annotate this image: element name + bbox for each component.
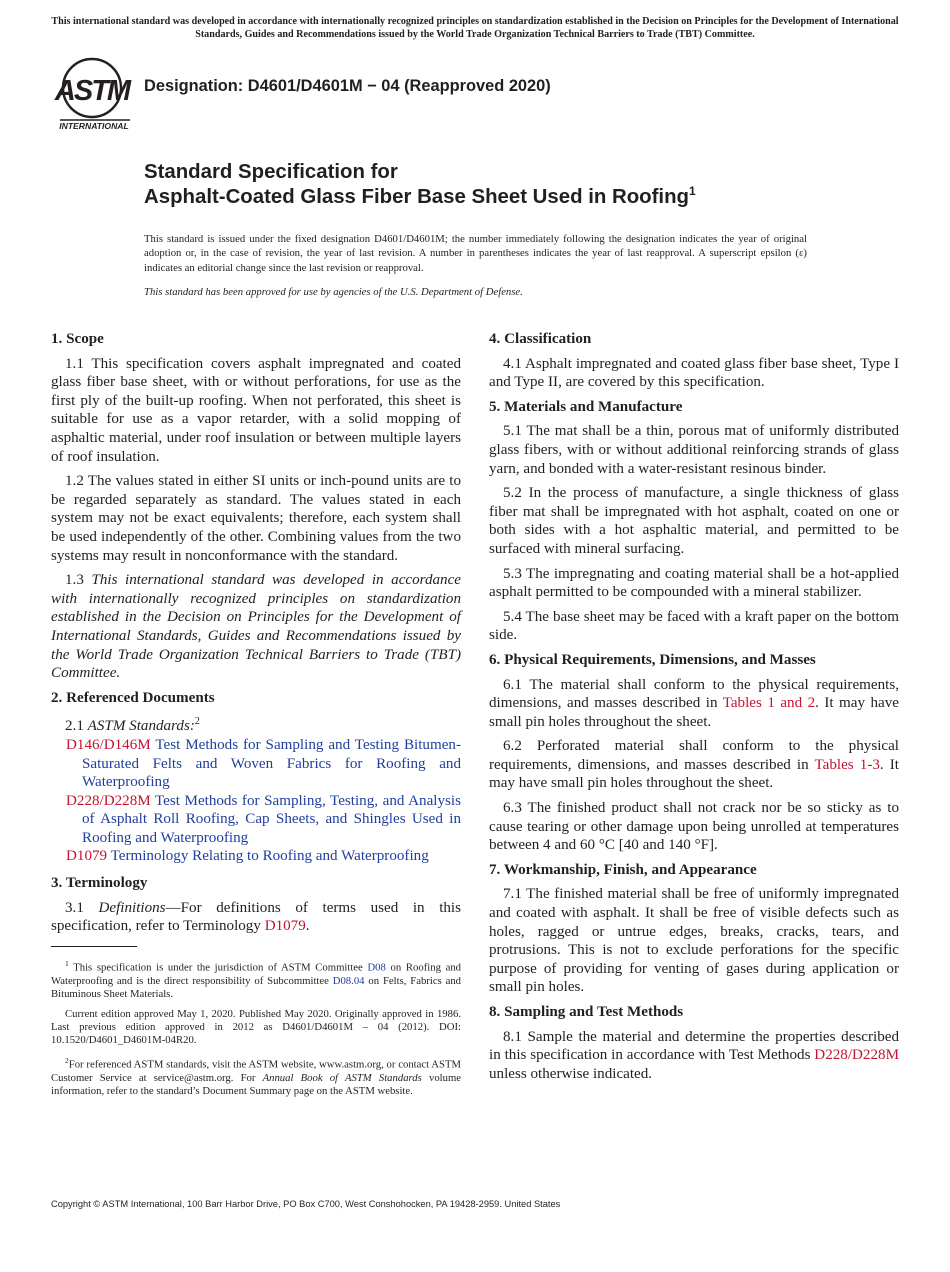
terminology-link[interactable]: D1079 <box>264 918 306 935</box>
right-column <box>489 330 899 1089</box>
paragraph-number: 2.1 <box>65 718 84 735</box>
tbt-notice: This international standard was developed in accordance with internationally recognized principles on standardization established in the Decision on Principles for the Development of International Standards, Guides and Recommendations issued by the World Trade Organization Technical Barriers to Trade (TBT) Committee. <box>51 16 899 40</box>
astm-logo-icon <box>52 56 136 134</box>
section-heading-scope: 1. Scope <box>51 331 104 347</box>
reference-title-link[interactable]: Test Methods for Sampling, Testing, and Analysis of Asphalt Roll Roofing, Cap Sheets, and Shingles Used in Roofing and Waterproofing <box>82 792 461 846</box>
logo-subtext: INTERNATIONAL <box>59 121 129 131</box>
paragraph-5-1: 5.1 The mat shall be a thin, porous mat of uniformly distributed glass fibers, with or without additional reinforcing strands of glass yarn, and bonded with a water-resistant resinous binder. <box>489 423 899 477</box>
footnote-text: on Felts, Fabrics and Bituminous Sheet Materials. <box>51 974 462 1001</box>
test-methods-link[interactable]: D228/D228M <box>814 1047 899 1064</box>
period: . <box>305 918 310 935</box>
paragraph-6-1 <box>489 676 899 732</box>
paragraph-text: 6.2 Perforated material shall conform to the physical requirements, dimensions, and masses described in <box>489 738 899 773</box>
paragraph-text: This international standard was developed in accordance with internationally recognized principles on standardization established in the Decision on Principles for the Development of International Standards, Guides and Recommendations issued by the World Trade Organization Technical Barriers to Trade (TBT) Committee. <box>51 572 461 682</box>
paragraph-6-2 <box>489 737 899 793</box>
paragraph-4-1: 4.1 Asphalt impregnated and coated glass fiber base sheet, Type I and Type II, are covered by this specification. <box>489 355 899 391</box>
paragraph-number: 3.1 <box>65 899 84 916</box>
footnote-divider <box>51 946 137 947</box>
committee-link[interactable]: D08 <box>367 961 386 974</box>
paragraph-6-3: 6.3 The finished product shall not crack nor be so sticky as to cause tearing or other damage upon being unrolled at temperatures between 4 and 60 °C [40 and 140 °F]. <box>489 800 899 854</box>
reference-code-link[interactable]: D1079 <box>66 848 108 865</box>
paragraph-5-2: 5.2 In the process of manufacture, a single thickness of glass fiber mat shall be impregnated with hot asphalt, coated on one or both sides with a hot asphaltic material, and permitted to be surfaced with mineral surfacing. <box>489 485 899 557</box>
footnote-mark: 2 <box>194 716 200 728</box>
paragraph-8-1 <box>489 1028 899 1084</box>
dod-approval-note: This standard has been approved for use by agencies of the U.S. Department of Defense. <box>144 286 523 299</box>
standard-note <box>144 232 807 300</box>
footnote-text: For referenced ASTM standards, visit the ASTM website, www.astm.org, or contact ASTM Customer Service at service@astm.org. For <box>51 1058 461 1084</box>
designation: Designation: D4601/D4601M − 04 (Reapproved 2020) <box>144 77 551 95</box>
tables-link[interactable]: Tables 1-3 <box>814 756 880 773</box>
section-heading-physical-requirements: 6. Physical Requirements, Dimensions, and Masses <box>489 651 816 668</box>
reference-item[interactable] <box>51 792 461 848</box>
reference-code-link[interactable]: D228/D228M <box>66 792 151 809</box>
copyright-footer: Copyright © ASTM International, 100 Barr Harbor Drive, PO Box C700, West Conshohocken, PA 19428-2959. United States <box>51 1199 561 1209</box>
footnote-mark: 2 <box>65 1055 69 1065</box>
paragraph-5-4: 5.4 The base sheet may be faced with a kraft paper on the bottom side. <box>489 608 899 644</box>
section-heading-classification: 4. Classification <box>489 331 592 347</box>
paragraph-text: 8.1 Sample the material and determine the properties described in this specification in accordance with Test Methods <box>489 1028 899 1064</box>
subcommittee-link[interactable]: D08.04 <box>332 974 365 987</box>
title-line-1: Standard Specification for <box>144 161 398 183</box>
section-heading-workmanship: 7. Workmanship, Finish, and Appearance <box>489 861 757 878</box>
paragraph-text: . It may have small pin holes throughout the sheet. <box>489 756 899 792</box>
paragraph-1-1: 1.1 This specification covers asphalt impregnated and coated glass fiber base sheet, with or without perforations, for use as the first ply of the built-up roofing. When not perforated, this sheet is suitable for use as a vapor retarder, with a solid mopping of asphaltic material, under roof insulation or between multiple layers of roof insulation. <box>51 355 461 465</box>
astm-standards-label: ASTM Standards: <box>87 718 195 735</box>
footnote-mark: 1 <box>65 958 69 968</box>
footnote-emphasis: Annual Book of ASTM Standards <box>262 1071 422 1084</box>
paragraph-3-1 <box>51 899 461 936</box>
title-footnote-mark: 1 <box>688 184 696 199</box>
paragraph-text: . It may have small pin holes throughout the sheet. <box>489 695 899 730</box>
footnote-2 <box>51 1054 461 1099</box>
footnote-1 <box>51 957 461 1002</box>
paragraph-1-3 <box>51 571 461 683</box>
standard-issue-note: This standard is issued under the fixed designation D4601/D4601M; the number immediately following the designation indicates the year of original adoption or, in the case of revision, the year of last revision. A number in parentheses indicates the year of last reapproval. A superscript epsilon (ε) indicates an editorial change since the last revision or reapproval. <box>144 233 807 274</box>
paragraph-text: —For definitions of terms used in this specification, refer to Terminology <box>51 899 461 935</box>
reference-title-link[interactable]: Test Methods for Sampling and Testing Bitumen-Saturated Felts and Woven Fabrics for Roofing and Waterproofing <box>82 736 461 791</box>
left-column <box>51 330 461 1105</box>
paragraph-7-1: 7.1 The finished material shall be free of uniformly impregnated and coated with asphalt. It shall be free of visible defects such as holes, ragged or untrue edges, breaks, cracks, tears, and protrusions. This is not to exclude perforations for the specific purpose of providing for venting of gases during application or small pin holes. <box>489 886 899 996</box>
paragraph-5-3: 5.3 The impregnating and coating material shall be a hot-applied asphalt permitted to be compounded with a mineral stabilizer. <box>489 565 899 601</box>
reference-title-link[interactable]: Terminology Relating to Roofing and Waterproofing <box>110 848 429 865</box>
paragraph-number: 1.3 <box>65 572 84 589</box>
reference-item[interactable] <box>51 736 461 792</box>
paragraph-text: 6.1 The material shall conform to the physical requirements, dimensions, and masses described in <box>489 676 899 712</box>
paragraph-2-1 <box>51 713 461 736</box>
footnote-text: on Roofing and Waterproofing and is the direct responsibility of Subcommittee <box>51 961 462 987</box>
page-title <box>144 160 904 210</box>
section-heading-materials: 5. Materials and Manufacture <box>489 398 683 415</box>
logo-text: ASTM <box>54 75 130 107</box>
title-text: Asphalt-Coated Glass Fiber Base Sheet Used in Roofing <box>144 186 689 208</box>
section-heading-sampling: 8. Sampling and Test Methods <box>489 1004 684 1020</box>
paragraph-1-2: 1.2 The values stated in either SI units or inch-pound units are to be regarded separately as standard. The values stated in each system may not be exact equivalents; therefore, each system shall be used independently of the other. Combining values from the two systems may result in nonconformance with the standard. <box>51 473 461 564</box>
footnote-edition: Current edition approved May 1, 2020. Published May 2020. Originally approved in 1986. Last previous edition approved in 2012 as D4601/D4601M – 04 (2012). DOI: 10.1520/D4601_D4601M-04R20. <box>51 1007 461 1047</box>
section-heading-terminology: 3. Terminology <box>51 875 148 892</box>
reference-item[interactable] <box>51 847 461 866</box>
tables-link[interactable]: Tables 1 and 2 <box>722 695 816 712</box>
reference-code-link[interactable]: D146/D146M <box>66 736 151 753</box>
section-heading-referenced-documents: 2. Referenced Documents <box>51 689 215 706</box>
paragraph-text: unless otherwise indicated. <box>489 1065 653 1082</box>
footnote-text: volume information, refer to the standard’s Document Summary page on the ASTM website. <box>51 1071 462 1098</box>
definitions-label: Definitions <box>98 899 166 916</box>
title-line-2 <box>144 185 904 210</box>
footnote-text: This specification is under the jurisdiction of ASTM Committee <box>73 961 363 974</box>
